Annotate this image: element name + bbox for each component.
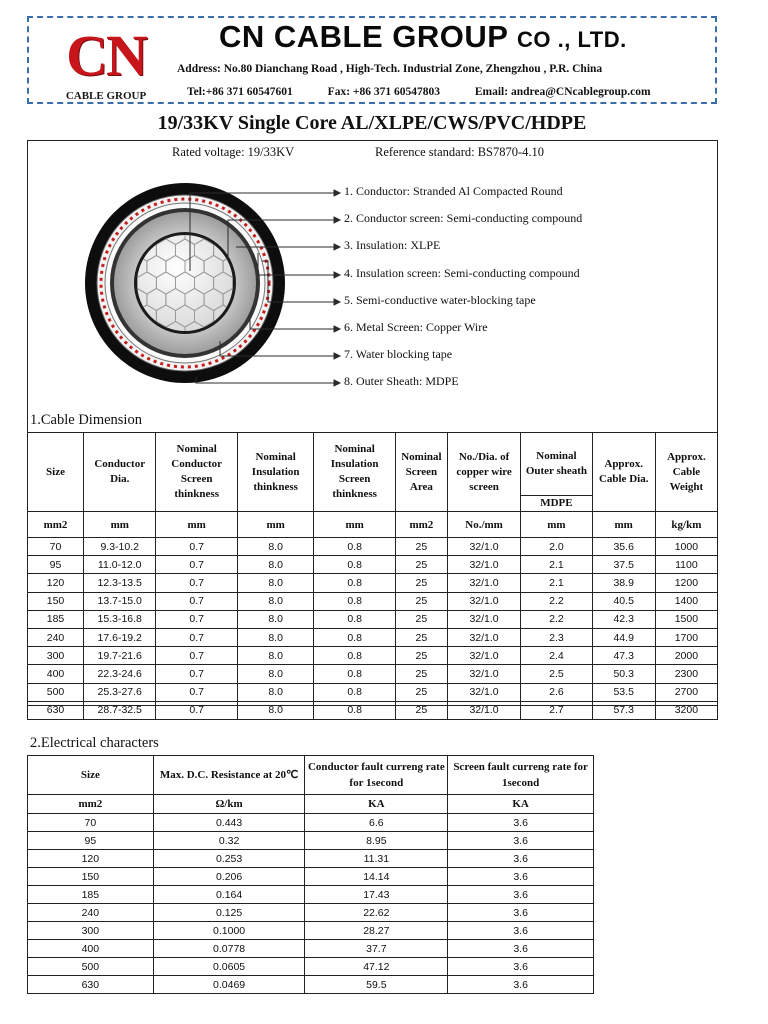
cell-screen-area: 25 — [395, 610, 447, 628]
cell-insulation-screen: 0.8 — [314, 647, 396, 665]
cell-size: 240 — [28, 628, 84, 646]
cell-screen-fault: 3.6 — [448, 922, 594, 940]
table-row — [28, 940, 594, 958]
cell-insulation: 8.0 — [237, 647, 313, 665]
cell-conductor-fault: 37.7 — [305, 940, 448, 958]
cell-cable-dia: 53.5 — [592, 683, 655, 701]
company-contact — [187, 86, 651, 98]
cell-size: 120 — [28, 574, 84, 592]
header-conductor-screen: Nominal Conductor Screen thinkness — [156, 433, 238, 512]
cell-cable-dia: 35.6 — [592, 538, 655, 556]
section-title-dimension: 1.Cable Dimension — [30, 412, 142, 428]
conductor-strand — [80, 338, 99, 360]
cell-conductor-screen: 0.7 — [156, 665, 238, 683]
header-screen-area: Nominal Screen Area — [395, 433, 447, 512]
company-address: Address: No.80 Dianchang Road , High-Tech. Industrial Zone, Zhengzhou , P.R. China — [177, 63, 603, 75]
table-row — [28, 832, 594, 850]
cell-screen-area: 25 — [395, 538, 447, 556]
company-fax: Fax: +86 371 60547803 — [327, 86, 440, 98]
cell-insulation: 8.0 — [237, 574, 313, 592]
cell-copper-wire: 32/1.0 — [447, 683, 520, 701]
cell-outer-sheath: 2.2 — [521, 592, 592, 610]
table-row — [28, 868, 594, 886]
cell-conductor-screen: 0.7 — [156, 538, 238, 556]
company-name-suffix: CO ., LTD. — [517, 27, 627, 52]
logo-mark: CN — [66, 23, 146, 88]
unit-size: mm2 — [28, 795, 154, 814]
company-header — [27, 16, 717, 104]
cell-copper-wire: 32/1.0 — [447, 556, 520, 574]
cell-screen-area: 25 — [395, 701, 447, 719]
cell-insulation-screen: 0.8 — [314, 556, 396, 574]
cell-screen-fault: 3.6 — [448, 976, 594, 994]
cell-resistance: 0.32 — [153, 832, 305, 850]
cell-cable-weight: 1700 — [655, 628, 717, 646]
cell-conductor-fault: 28.27 — [305, 922, 448, 940]
company-email: Email: andrea@CNcablegroup.com — [474, 86, 651, 98]
conductor-strand — [80, 206, 99, 228]
cell-insulation: 8.0 — [237, 665, 313, 683]
table-row — [28, 814, 594, 832]
company-name — [219, 18, 719, 59]
unit-conductor-fault: KA — [305, 795, 448, 814]
cell-insulation-screen: 0.8 — [314, 701, 396, 719]
cell-copper-wire: 32/1.0 — [447, 592, 520, 610]
cell-insulation: 8.0 — [237, 592, 313, 610]
cell-resistance: 0.0605 — [153, 958, 305, 976]
cell-resistance: 0.125 — [153, 904, 305, 922]
cell-insulation-screen: 0.8 — [314, 592, 396, 610]
header-conductor-dia: Conductor Dia. — [84, 433, 156, 512]
cell-conductor-fault: 6.6 — [305, 814, 448, 832]
cell-cable-dia: 37.5 — [592, 556, 655, 574]
cell-conductor-screen: 0.7 — [156, 683, 238, 701]
cell-conductor-screen: 0.7 — [156, 592, 238, 610]
cell-size: 400 — [28, 665, 84, 683]
cell-outer-sheath: 2.6 — [521, 683, 592, 701]
cell-insulation-screen: 0.8 — [314, 574, 396, 592]
cell-resistance: 0.1000 — [153, 922, 305, 940]
cell-conductor-dia: 12.3-13.5 — [84, 574, 156, 592]
cell-conductor-dia: 9.3-10.2 — [84, 538, 156, 556]
cell-screen-fault: 3.6 — [448, 940, 594, 958]
cell-insulation-screen: 0.8 — [314, 610, 396, 628]
table-row — [28, 683, 718, 701]
cell-conductor-screen: 0.7 — [156, 574, 238, 592]
cell-size: 185 — [28, 610, 84, 628]
cell-outer-sheath: 2.5 — [521, 665, 592, 683]
cell-screen-area: 25 — [395, 556, 447, 574]
cell-screen-area: 25 — [395, 592, 447, 610]
table-row — [28, 592, 718, 610]
cell-screen-fault: 3.6 — [448, 958, 594, 976]
cell-screen-fault: 3.6 — [448, 904, 594, 922]
conductor-strand — [261, 355, 280, 377]
cell-cable-weight: 3200 — [655, 701, 717, 719]
company-tel: Tel:+86 371 60547601 — [187, 86, 293, 98]
table-row — [28, 701, 718, 719]
cell-screen-fault: 3.6 — [448, 868, 594, 886]
cell-insulation-screen: 0.8 — [314, 665, 396, 683]
unit-resistance: Ω/km — [153, 795, 305, 814]
layer-label-conductor: 1. Conductor: Stranded Al Compacted Round — [344, 184, 563, 198]
cell-outer-sheath: 2.2 — [521, 610, 592, 628]
cell-cable-weight: 1500 — [655, 610, 717, 628]
unit-outer-sheath: mm — [521, 512, 592, 538]
cell-size: 150 — [28, 868, 154, 886]
conductor-strand — [90, 190, 109, 212]
cell-size: 500 — [28, 683, 84, 701]
cell-outer-sheath: 2.4 — [521, 647, 592, 665]
cell-screen-fault: 3.6 — [448, 886, 594, 904]
header-copper-wire: No./Dia. of copper wire screen — [447, 433, 520, 512]
unit-insulation-screen: mm — [314, 512, 396, 538]
unit-size: mm2 — [28, 512, 84, 538]
cell-outer-sheath: 2.1 — [521, 556, 592, 574]
table-row — [28, 574, 718, 592]
cell-copper-wire: 32/1.0 — [447, 538, 520, 556]
cell-conductor-dia: 28.7-32.5 — [84, 701, 156, 719]
cell-conductor-screen: 0.7 — [156, 701, 238, 719]
cell-size: 240 — [28, 904, 154, 922]
cell-copper-wire: 32/1.0 — [447, 701, 520, 719]
reference-standard: Reference standard: BS7870-4.10 — [375, 145, 545, 159]
cell-cable-dia: 44.9 — [592, 628, 655, 646]
cell-cable-dia: 40.5 — [592, 592, 655, 610]
header-cable-weight: Approx. Cable Weight — [655, 433, 717, 512]
cell-cable-weight: 1400 — [655, 592, 717, 610]
cell-screen-fault: 3.6 — [448, 850, 594, 868]
cell-cable-dia: 38.9 — [592, 574, 655, 592]
cell-conductor-fault: 8.95 — [305, 832, 448, 850]
cell-cable-dia: 57.3 — [592, 701, 655, 719]
electrical-characters-table — [27, 755, 594, 994]
conductor-strand — [271, 206, 290, 228]
layer-label-water-tape: 7. Water blocking tape — [344, 347, 453, 361]
cell-screen-fault: 3.6 — [448, 814, 594, 832]
document-title: 19/33KV Single Core AL/XLPE/CWS/PVC/HDPE — [157, 112, 587, 134]
cell-outer-sheath: 2.0 — [521, 538, 592, 556]
conductor-strand — [280, 223, 299, 245]
unit-cable-weight: kg/km — [655, 512, 717, 538]
header-outer-sheath-sub: MDPE — [521, 496, 592, 512]
cell-size: 95 — [28, 556, 84, 574]
cell-insulation-screen: 0.8 — [314, 628, 396, 646]
header-insulation: Nominal Insulation thinkness — [237, 433, 313, 512]
cell-conductor-screen: 0.7 — [156, 647, 238, 665]
cell-conductor-dia: 15.3-16.8 — [84, 610, 156, 628]
table-row — [28, 610, 718, 628]
conductor-strand — [280, 322, 299, 344]
header-outer-sheath: Nominal Outer sheath — [521, 433, 592, 496]
cell-cable-weight: 1000 — [655, 538, 717, 556]
cell-insulation-screen: 0.8 — [314, 683, 396, 701]
cable-dimension-table — [27, 432, 718, 720]
logo-subtitle: CABLE GROUP — [65, 90, 147, 102]
conductor-strand — [90, 355, 109, 377]
cell-conductor-screen: 0.7 — [156, 610, 238, 628]
layer-label-conductor-screen: 2. Conductor screen: Semi-conducting compound — [344, 211, 583, 225]
layer-label-outer-sheath: 8. Outer Sheath: MDPE — [344, 374, 459, 388]
cell-conductor-dia: 17.6-19.2 — [84, 628, 156, 646]
unit-copper-wire: No./mm — [447, 512, 520, 538]
cell-copper-wire: 32/1.0 — [447, 628, 520, 646]
header-size: Size — [28, 756, 154, 795]
table-row — [28, 904, 594, 922]
cell-screen-area: 25 — [395, 683, 447, 701]
cell-size: 95 — [28, 832, 154, 850]
cell-cable-weight: 2000 — [655, 647, 717, 665]
conductor-strand — [271, 338, 290, 360]
cell-conductor-dia: 25.3-27.6 — [84, 683, 156, 701]
cell-conductor-fault: 11.31 — [305, 850, 448, 868]
layer-label-water-blocking-tape: 5. Semi-conductive water-blocking tape — [344, 293, 536, 307]
cell-size: 70 — [28, 814, 154, 832]
section-title-electrical: 2.Electrical characters — [30, 735, 159, 751]
cell-resistance: 0.253 — [153, 850, 305, 868]
cell-screen-area: 25 — [395, 574, 447, 592]
cell-size: 70 — [28, 538, 84, 556]
cell-conductor-dia: 19.7-21.6 — [84, 647, 156, 665]
cell-size: 120 — [28, 850, 154, 868]
cell-conductor-fault: 22.62 — [305, 904, 448, 922]
header-resistance: Max. D.C. Resistance at 20℃ — [153, 756, 305, 795]
cell-cable-weight: 1100 — [655, 556, 717, 574]
cell-screen-area: 25 — [395, 665, 447, 683]
table-row — [28, 958, 594, 976]
cell-cable-weight: 1200 — [655, 574, 717, 592]
cell-copper-wire: 32/1.0 — [447, 647, 520, 665]
table-row — [28, 628, 718, 646]
cell-conductor-dia: 13.7-15.0 — [84, 592, 156, 610]
cell-insulation: 8.0 — [237, 628, 313, 646]
cell-outer-sheath: 2.3 — [521, 628, 592, 646]
rated-voltage: Rated voltage: 19/33KV — [172, 145, 295, 159]
table-row — [28, 647, 718, 665]
unit-cable-dia: mm — [592, 512, 655, 538]
cell-conductor-dia: 11.0-12.0 — [84, 556, 156, 574]
cell-outer-sheath: 2.1 — [521, 574, 592, 592]
cell-resistance: 0.206 — [153, 868, 305, 886]
cell-conductor-fault: 14.14 — [305, 868, 448, 886]
cell-size: 500 — [28, 958, 154, 976]
conductor-layer — [137, 235, 233, 331]
cell-conductor-screen: 0.7 — [156, 556, 238, 574]
cell-cable-dia: 42.3 — [592, 610, 655, 628]
cell-insulation-screen: 0.8 — [314, 538, 396, 556]
cell-screen-area: 25 — [395, 628, 447, 646]
header-size: Size — [28, 433, 84, 512]
cell-cable-dia: 47.3 — [592, 647, 655, 665]
cell-screen-fault: 3.6 — [448, 832, 594, 850]
cell-insulation: 8.0 — [237, 556, 313, 574]
cell-size: 185 — [28, 886, 154, 904]
cell-size: 150 — [28, 592, 84, 610]
cell-size: 630 — [28, 701, 84, 719]
layer-label-insulation: 3. Insulation: XLPE — [344, 238, 441, 252]
unit-insulation: mm — [237, 512, 313, 538]
cell-copper-wire: 32/1.0 — [447, 610, 520, 628]
cell-size: 300 — [28, 647, 84, 665]
cell-copper-wire: 32/1.0 — [447, 574, 520, 592]
cell-conductor-fault: 47.12 — [305, 958, 448, 976]
cell-cable-weight: 2300 — [655, 665, 717, 683]
cell-insulation: 8.0 — [237, 701, 313, 719]
header-conductor-fault: Conductor fault curreng rate for 1second — [305, 756, 448, 795]
table-row — [28, 976, 594, 994]
company-logo — [51, 23, 161, 102]
layer-label-metal-screen: 6. Metal Screen: Copper Wire — [344, 320, 488, 334]
header-screen-fault: Screen fault curreng rate for 1second — [448, 756, 594, 795]
unit-screen-fault: KA — [448, 795, 594, 814]
cell-conductor-fault: 17.43 — [305, 886, 448, 904]
header-cable-dia: Approx. Cable Dia. — [592, 433, 655, 512]
table-row — [28, 665, 718, 683]
units-row — [28, 512, 718, 538]
units-row — [28, 795, 594, 814]
company-name-main: CN CABLE GROUP — [219, 19, 508, 54]
header-insulation-screen: Nominal Insulation Screen thinkness — [314, 433, 396, 512]
cell-cable-dia: 50.3 — [592, 665, 655, 683]
table-row — [28, 556, 718, 574]
cell-resistance: 0.164 — [153, 886, 305, 904]
table-row — [28, 538, 718, 556]
cell-outer-sheath: 2.7 — [521, 701, 592, 719]
table-row — [28, 922, 594, 940]
cell-screen-area: 25 — [395, 647, 447, 665]
cell-conductor-fault: 59.5 — [305, 976, 448, 994]
cell-size: 300 — [28, 922, 154, 940]
cell-insulation: 8.0 — [237, 538, 313, 556]
cell-insulation: 8.0 — [237, 683, 313, 701]
unit-screen-area: mm2 — [395, 512, 447, 538]
layer-label-insulation-screen: 4. Insulation screen: Semi-conducting compound — [344, 266, 580, 280]
cell-size: 400 — [28, 940, 154, 958]
unit-conductor-screen: mm — [156, 512, 238, 538]
unit-conductor-dia: mm — [84, 512, 156, 538]
table-row — [28, 850, 594, 868]
cell-conductor-screen: 0.7 — [156, 628, 238, 646]
cell-conductor-dia: 22.3-24.6 — [84, 665, 156, 683]
cell-insulation: 8.0 — [237, 610, 313, 628]
cell-size: 630 — [28, 976, 154, 994]
cell-resistance: 0.0778 — [153, 940, 305, 958]
conductor-strand — [280, 355, 299, 377]
table-row — [28, 886, 594, 904]
cell-resistance: 0.443 — [153, 814, 305, 832]
cell-cable-weight: 2700 — [655, 683, 717, 701]
cell-resistance: 0.0469 — [153, 976, 305, 994]
cell-copper-wire: 32/1.0 — [447, 665, 520, 683]
